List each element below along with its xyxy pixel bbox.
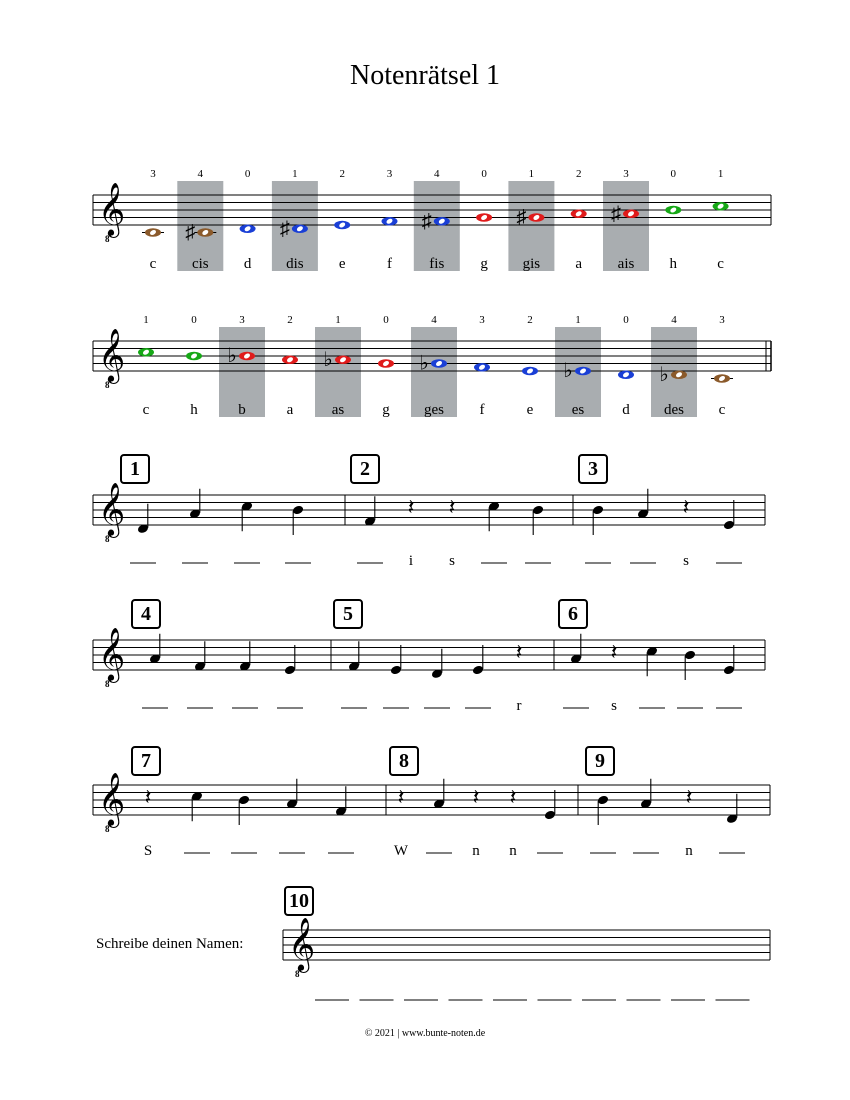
flat-icon: ♭ (659, 363, 669, 386)
note-name-label: c (149, 256, 157, 272)
note-name-label: a (575, 256, 583, 272)
whole-note (522, 367, 538, 376)
whole-note (378, 359, 394, 368)
finger-number: 0 (383, 314, 389, 326)
quarter-note (532, 505, 544, 535)
note-name-label: e (338, 256, 346, 272)
quarter-rest-icon: 𝄽 (509, 784, 517, 810)
quarter-note (191, 791, 203, 821)
footer-copyright: © 2021 | www.bunte-noten.de (364, 1028, 486, 1039)
quarter-rest-icon: 𝄽 (397, 784, 405, 810)
finger-number: 3 (239, 314, 245, 326)
measure-number-box: 7 (131, 746, 161, 776)
note-name-label: f (479, 402, 485, 418)
quarter-note (364, 496, 376, 526)
note-name-label: a (286, 402, 294, 418)
octave-8-marker: 8 (105, 380, 110, 390)
finger-number: 3 (150, 168, 156, 180)
quarter-note (570, 634, 582, 664)
given-letter: n (685, 843, 693, 859)
finger-number: 3 (623, 168, 629, 180)
quarter-note (640, 779, 652, 809)
given-letter: r (516, 698, 522, 714)
finger-number: 4 (197, 168, 204, 180)
finger-number: 2 (339, 168, 345, 180)
quarter-note (488, 501, 500, 531)
quarter-note (241, 501, 253, 531)
finger-number: 1 (528, 168, 535, 180)
sharp-icon: ♯ (185, 221, 196, 244)
quarter-rest-icon: 𝄽 (448, 494, 456, 520)
whole-note (623, 209, 639, 218)
finger-number: 1 (292, 168, 298, 180)
note-name-label: des (664, 402, 684, 418)
note-name-label: ges (424, 402, 444, 418)
finger-number: 0 (191, 314, 197, 326)
quarter-note (646, 646, 658, 676)
finger-number: 0 (623, 314, 629, 326)
whole-note (239, 352, 255, 361)
given-letter: n (472, 843, 480, 859)
finger-number: 0 (481, 168, 487, 180)
quarter-note (149, 634, 161, 664)
whole-note (474, 363, 490, 372)
measure-number-box: 8 (389, 746, 419, 776)
treble-clef-icon: 𝄞 (98, 773, 126, 825)
quarter-note (194, 641, 206, 671)
octave-8-marker: 8 (105, 234, 110, 244)
whole-note (575, 367, 591, 376)
measure-number-box: 1 (120, 454, 150, 484)
quarter-rest-icon: 𝄽 (472, 784, 480, 810)
treble-clef-icon: 𝄞 (98, 329, 126, 381)
sharp-icon: ♯ (611, 202, 621, 225)
whole-note (382, 217, 398, 226)
note-name-label: c (142, 402, 150, 418)
flat-icon: ♭ (323, 348, 333, 371)
quarter-note (433, 779, 445, 809)
octave-8-marker: 8 (295, 969, 300, 979)
whole-note (431, 359, 447, 368)
whole-note (665, 206, 681, 215)
whole-note (240, 224, 256, 233)
quarter-note (286, 779, 298, 809)
finger-number: 2 (575, 168, 582, 180)
quarter-note (390, 645, 402, 675)
finger-number: 0 (670, 168, 677, 180)
measure-number-box: 10 (284, 886, 314, 916)
quarter-rest-icon: 𝄽 (685, 784, 693, 810)
sharp-icon: ♯ (516, 206, 527, 229)
whole-note (145, 228, 161, 237)
whole-note (138, 348, 154, 357)
quarter-note (726, 794, 738, 824)
whole-note (476, 213, 492, 222)
given-letter: W (393, 843, 409, 859)
finger-number: 2 (287, 314, 293, 326)
quarter-rest-icon: 𝄽 (682, 494, 690, 520)
quarter-rest-icon: 𝄽 (144, 784, 152, 810)
measure-number-box: 3 (578, 454, 608, 484)
whole-note (671, 370, 687, 379)
name-prompt-label: Schreibe deinen Namen: (96, 936, 244, 952)
given-letter: S (143, 843, 153, 859)
given-letter: s (683, 553, 689, 569)
note-name-label: b (238, 402, 246, 418)
note-name-label: g (480, 256, 488, 272)
finger-number: 1 (717, 168, 724, 180)
whole-note (714, 374, 730, 383)
finger-number: 1 (143, 314, 149, 326)
note-name-label: f (387, 256, 392, 272)
puzzle-staff (93, 640, 765, 670)
finger-number: 3 (386, 168, 393, 180)
quarter-note (348, 641, 360, 671)
measure-number-box: 9 (585, 746, 615, 776)
flat-icon: ♭ (419, 352, 429, 375)
finger-number: 0 (244, 168, 251, 180)
quarter-note (637, 489, 649, 519)
note-name-label: c (717, 256, 724, 272)
note-name-label: d (622, 402, 630, 418)
finger-number: 4 (671, 314, 677, 326)
note-name-label: e (526, 402, 534, 418)
note-name-label: fis (429, 256, 445, 272)
measure-number-box: 2 (350, 454, 380, 484)
treble-clef-icon: 𝄞 (98, 183, 126, 235)
note-name-label: c (718, 402, 726, 418)
quarter-note (431, 649, 443, 679)
measure-number-box: 5 (333, 599, 363, 629)
whole-note (292, 224, 308, 233)
sharp-icon: ♯ (421, 210, 432, 233)
flat-icon: ♭ (227, 345, 237, 367)
note-name-label: as (331, 402, 345, 418)
measure-number-box: 4 (131, 599, 161, 629)
quarter-rest-icon: 𝄽 (610, 639, 618, 665)
quarter-note (189, 489, 201, 519)
whole-note (571, 209, 587, 218)
name-staff (283, 930, 770, 960)
quarter-note (684, 650, 696, 680)
page-title: Notenrätsel 1 (349, 60, 501, 91)
quarter-rest-icon: 𝄽 (515, 639, 523, 665)
quarter-note (723, 500, 735, 530)
treble-clef-icon: 𝄞 (98, 483, 126, 535)
quarter-note (292, 505, 304, 535)
treble-clef-icon: 𝄞 (288, 918, 316, 970)
quarter-note (723, 645, 735, 675)
quarter-note (544, 790, 556, 820)
finger-number: 2 (527, 314, 533, 326)
whole-note (186, 352, 202, 361)
note-name-label: g (382, 402, 390, 418)
whole-note (335, 355, 351, 364)
finger-number: 1 (335, 314, 341, 326)
given-letter: s (449, 553, 455, 569)
note-name-label: gis (522, 256, 541, 272)
sharp-icon: ♯ (279, 217, 290, 240)
octave-8-marker: 8 (105, 679, 110, 689)
whole-note (434, 217, 450, 226)
flat-icon: ♭ (563, 360, 573, 382)
note-name-label: dis (286, 256, 304, 272)
note-name-label: h (190, 402, 198, 418)
whole-note (197, 228, 213, 237)
quarter-note (472, 645, 484, 675)
finger-number: 4 (431, 314, 437, 326)
given-letter: n (509, 843, 517, 859)
whole-note (618, 370, 634, 379)
quarter-note (597, 795, 609, 825)
whole-note (334, 221, 350, 230)
finger-number: 3 (479, 314, 485, 326)
quarter-note (239, 641, 251, 671)
octave-8-marker: 8 (105, 824, 110, 834)
treble-clef-icon: 𝄞 (98, 628, 126, 680)
puzzle-staff (93, 495, 765, 525)
given-letter: i (408, 553, 414, 569)
quarter-note (238, 795, 250, 825)
quarter-rest-icon: 𝄽 (407, 494, 415, 520)
quarter-note (284, 645, 296, 675)
finger-number: 3 (719, 314, 725, 326)
whole-note (282, 355, 298, 364)
note-name-label: h (669, 256, 678, 272)
quarter-note (592, 505, 604, 535)
note-name-label: d (243, 256, 252, 272)
measure-number-box: 6 (558, 599, 588, 629)
note-name-label: ais (617, 256, 635, 272)
whole-note (713, 202, 729, 211)
quarter-note (335, 786, 347, 816)
given-letter: s (611, 698, 617, 714)
note-name-label: cis (191, 256, 209, 272)
quarter-note (137, 504, 149, 534)
finger-number: 1 (575, 314, 581, 326)
whole-note (528, 213, 544, 222)
note-name-label: es (571, 402, 585, 418)
finger-number: 4 (434, 168, 440, 180)
octave-8-marker: 8 (105, 534, 110, 544)
